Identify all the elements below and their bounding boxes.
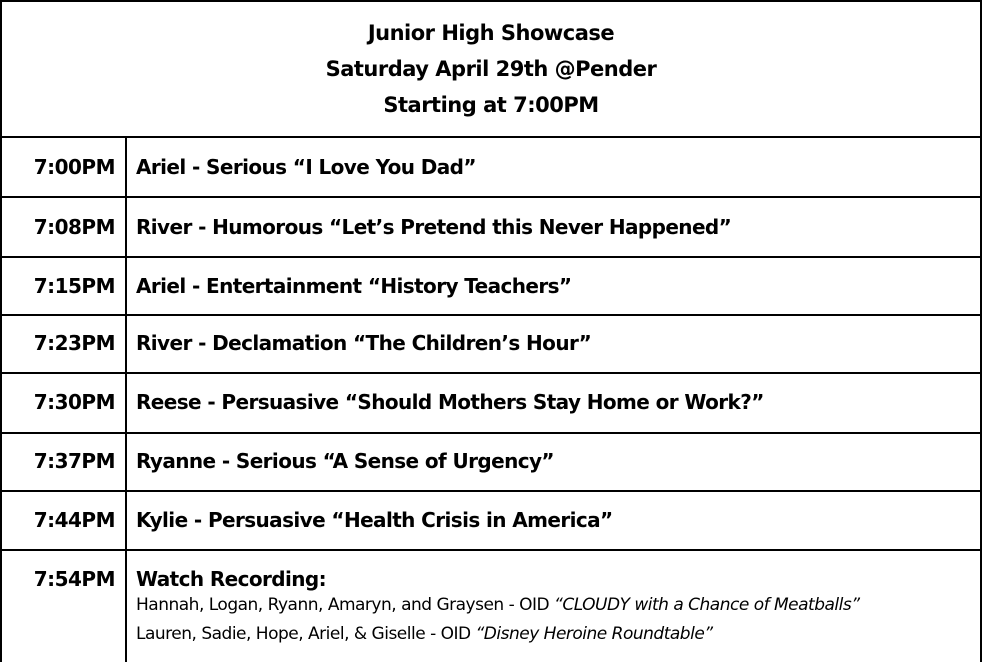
row-time: 7:44PM: [33, 508, 115, 532]
schedule-row: [2, 258, 980, 314]
recording-line-1-title: “CLOUDY with a Chance of Meatballs”: [554, 595, 860, 615]
row-event: River - Humorous “Let’s Pretend this Never Happened”: [136, 215, 732, 239]
program-header: [2, 2, 980, 136]
recording-line-2: [136, 624, 713, 644]
row-event: Ariel - Serious “I Love You Dad”: [136, 155, 476, 179]
schedule-row: [2, 316, 980, 372]
row-time: 7:37PM: [33, 449, 115, 473]
row-time: 7:08PM: [33, 215, 115, 239]
row-event: Ariel - Entertainment “History Teachers”: [136, 274, 572, 298]
row-time: 7:00PM: [33, 155, 115, 179]
recording-line-2-performers: Lauren, Sadie, Hope, Ariel, & Giselle - OID: [136, 624, 476, 644]
event-date-venue: Saturday April 29th @Pender: [325, 57, 657, 81]
row-time: 7:54PM: [33, 567, 115, 591]
row-time: 7:23PM: [33, 331, 115, 355]
recording-line-1-performers: Hannah, Logan, Ryann, Amaryn, and Graysen - OID: [136, 595, 555, 615]
event-start-time: Starting at 7:00PM: [383, 93, 599, 117]
row-event: Reese - Persuasive “Should Mothers Stay Home or Work?”: [136, 390, 764, 414]
recording-title: Watch Recording:: [136, 567, 327, 591]
schedule-row: [2, 138, 980, 194]
recording-line-2-title: “Disney Heroine Roundtable”: [475, 624, 713, 644]
schedule-row: [2, 492, 980, 548]
row-event: Ryanne - Serious “A Sense of Urgency”: [136, 449, 554, 473]
recording-line-1: [136, 595, 860, 615]
recording-row: [2, 551, 980, 662]
row-time: 7:15PM: [33, 274, 115, 298]
row-time: 7:30PM: [33, 390, 115, 414]
schedule-row: [2, 374, 980, 430]
schedule-row: [2, 434, 980, 490]
row-event: Kylie - Persuasive “Health Crisis in America”: [136, 508, 613, 532]
event-title: Junior High Showcase: [367, 21, 615, 45]
schedule-row: [2, 198, 980, 254]
row-event: River - Declamation “The Children’s Hour”: [136, 331, 592, 355]
